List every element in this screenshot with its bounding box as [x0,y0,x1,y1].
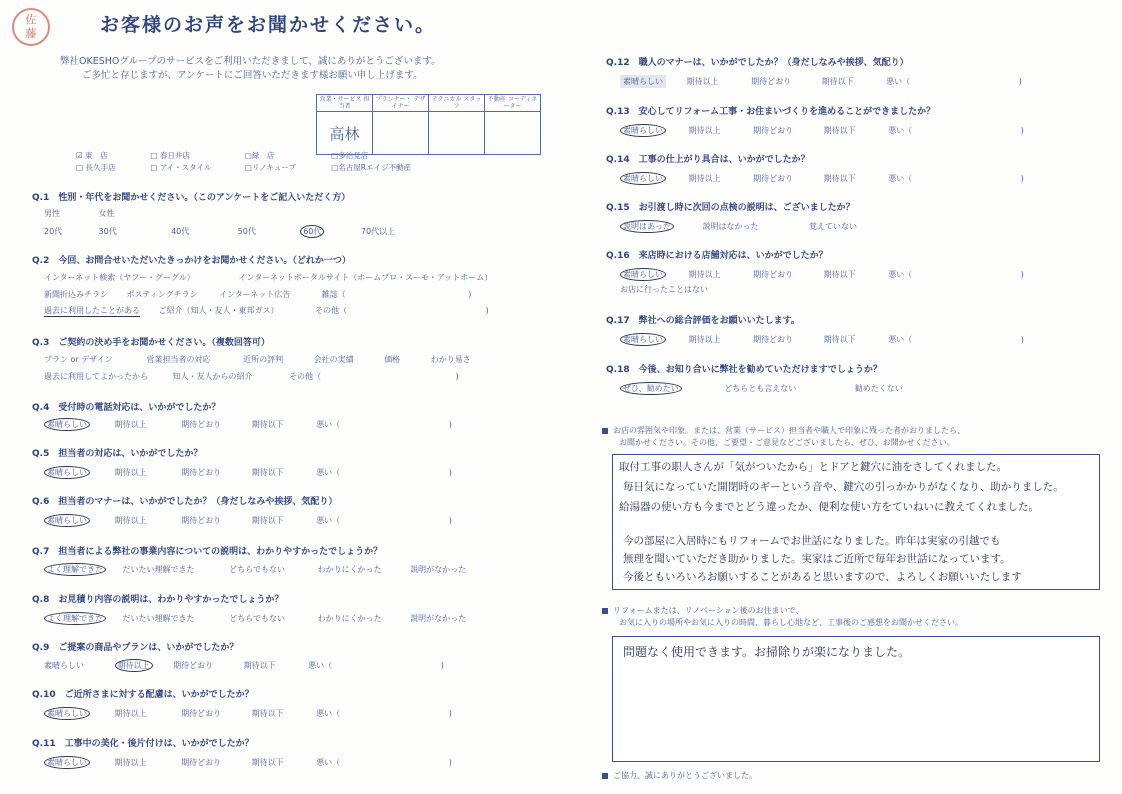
rating-excellent[interactable]: 素晴らしい [44,756,90,769]
understand-mostly[interactable]: だいたい理解できた [122,565,195,574]
q17-rating-options [620,333,1024,346]
q2-option[interactable]: その他（ [315,306,348,315]
rating-bad[interactable]: 悪い（ [316,420,341,429]
rating-bad[interactable]: 悪い（ [886,77,911,86]
staff-header: 不動産 コーディネーター [485,95,541,112]
question-17: Q.17 弊社への総合評価をお願いいたします。 [606,316,800,326]
comment1-line: 今の部屋に入居時にもリフォームでお世話になりました。昨年は実家の引越でも [623,535,1001,547]
rating-excellent[interactable]: 素晴らしい [620,268,666,281]
rating-above[interactable]: 期待以上 [114,468,147,477]
rating-above[interactable]: 期待以上 [114,420,147,429]
rating-expected[interactable]: 期待どおり [181,709,222,718]
q3-options-row2 [44,371,459,382]
store-option[interactable]: □ アイ・スタイル [150,163,212,172]
rating-below[interactable]: 期待以下 [251,420,284,429]
rating-bad[interactable]: 悪い（ [888,335,913,344]
question-5: Q.5 担当者の対応は、いかがでしたか？ [32,449,203,459]
q11-rating-options [44,756,452,769]
explained-unsure[interactable]: 覚えていない [809,222,858,231]
q2-options-row2 [44,289,471,300]
staff-realestate-name[interactable] [485,112,541,155]
rating-expected[interactable]: 期待どおり [753,126,794,135]
rating-above[interactable]: 期待以上 [115,659,153,672]
comment1-line: 毎日気になっていた開閉時のギーという音や、鍵穴の引っかかりがなくなり、助かりました。 [623,481,1064,493]
rating-above[interactable]: 期待以上 [114,516,147,525]
q3-option[interactable]: わかり易さ [430,355,471,364]
bullet-square-icon [602,773,608,779]
rating-expected[interactable]: 期待どおり [181,420,222,429]
rating-below[interactable]: 期待以下 [251,516,284,525]
staff-header: テクニカル スタッフ [429,95,485,112]
comment1-line: 今後ともいろいろお願いすることがあると思いますので、よろしくお願いいたします [623,571,1022,583]
rating-below[interactable]: 期待以下 [243,661,276,670]
q3-option[interactable]: 近所の評判 [243,355,284,364]
q3-options-row1 [44,354,471,365]
bullet-square-icon [602,608,608,614]
rating-expected[interactable]: 期待どおり [173,661,214,670]
recommend-yes[interactable]: ぜひ、勧めたい [620,382,682,395]
q3-option[interactable]: その他（ [289,372,322,381]
rating-excellent[interactable]: 素晴らしい [44,514,90,527]
rating-below[interactable]: 期待以下 [251,709,284,718]
rating-excellent[interactable]: 素晴らしい [44,466,90,479]
rating-above[interactable]: 期待以上 [688,335,721,344]
q2-option[interactable]: インターネットポータルサイト（ホームプロ・スーモ・アットホーム） [238,273,493,282]
recommend-neutral[interactable]: どちらとも言えない [724,384,797,393]
rating-below[interactable]: 期待以下 [823,126,856,135]
q1-option[interactable]: 50代 [237,227,256,236]
understand-poor[interactable]: わかりにくかった [317,565,382,574]
rating-close-paren: ) [448,420,452,429]
question-15: Q.15 お引渡し時に次回の点検の説明は、ございましたか？ [606,203,855,213]
rating-above[interactable]: 期待以上 [688,174,721,183]
rating-above[interactable]: 期待以上 [688,126,721,135]
question-14: Q.14 工事の仕上がり具合は、いかがでしたか？ [606,155,810,165]
footer [602,770,757,782]
q15-options [620,220,857,233]
q3-option-selected[interactable]: 過去に利用してよかったから [44,372,148,381]
q2-option[interactable]: ポスティングチラシ [126,290,198,299]
rating-bad[interactable]: 悪い（ [308,661,333,670]
q2-close-paren: ) [468,290,472,299]
rating-excellent[interactable]: 素晴らしい [44,661,84,670]
q1-option[interactable]: 20代 [44,227,63,236]
understand-neutral[interactable]: どちらでもない [229,565,286,574]
rating-below[interactable]: 期待以下 [251,468,284,477]
rating-below[interactable]: 期待以下 [251,758,284,767]
rating-bad[interactable]: 悪い（ [888,174,913,183]
store-option[interactable]: □緑 店 [244,151,275,160]
comment2-prompt-line2: お気に入りの場所やお気に入りの時間、暮らし心地など、工事後のご感想をお聞かせください。 [619,618,963,627]
q13-rating-options [620,124,1024,137]
comment2-textarea[interactable] [612,636,1100,762]
intro-line-1: 弊社OKESHOグループのサービスをご利用いただきまして、誠にありがとうございます。 [60,56,441,67]
rating-expected[interactable]: 期待どおり [181,758,222,767]
understand-well[interactable]: よく理解できた [44,612,106,625]
q2-option[interactable]: 雑誌（ [321,290,346,299]
rating-bad[interactable]: 悪い（ [888,270,913,279]
comment2-prompt [602,605,963,629]
seal-stamp: 佐 藤 [12,8,50,46]
comment1-prompt-line1: お店の雰囲気や印象。または、営業（サービス）担当者や職人で印象に残った者がおりましたら、 [613,426,965,435]
q1-option[interactable]: 40代 [171,227,190,236]
question-3: Q.3 ご契約の決め手をお聞かせください。（複数回答可） [32,338,270,348]
rating-expected[interactable]: 期待どおり [753,174,794,183]
staff-sales-name[interactable]: 高林 [317,112,373,155]
q3-option[interactable]: 価格 [384,355,401,364]
q16-never-visited [620,284,708,295]
understand-poor[interactable]: わかりにくかった [317,614,382,623]
q8-options [44,612,466,625]
question-2: Q.2 今回、お問合せいただいたきっかけをお聞かせください。（どれか一つ） [32,256,351,266]
rating-expected[interactable]: 期待どおり [181,468,222,477]
question-7: Q.7 担当者による弊社の事業内容についての説明は、わかりやすかったでしょうか？ [32,547,383,557]
rating-bad[interactable]: 悪い（ [888,126,913,135]
bullet-square-icon [602,428,608,434]
rating-expected[interactable]: 期待どおり [753,270,794,279]
q2-close-paren: ) [485,306,489,315]
q1-option[interactable]: 30代 [98,227,117,236]
question-4: Q.4 受付時の電話対応は、いかがでしたか？ [32,403,221,413]
q1-option-selected[interactable]: 60代 [300,225,324,238]
q2-option[interactable]: 新聞折込みチラシ [44,290,108,299]
understand-neutral[interactable]: どちらでもない [229,614,286,623]
q1-option[interactable]: 女性 [98,209,115,218]
q2-option[interactable]: インターネット検索（ヤフー・グーグル） [44,273,195,282]
rating-below[interactable]: 期待以下 [823,335,856,344]
understand-none[interactable]: 説明がなかった [410,614,467,623]
q2-options-row1 [44,272,492,283]
q4-rating-options [44,418,452,431]
store-option[interactable]: □ 長久手店 [76,163,116,172]
rating-above[interactable]: 期待以上 [686,77,719,86]
comment2-prompt-line1: リフォームまたは、リノベーション後のお住まいで、 [613,606,804,615]
question-13: Q.13 安心してリフォーム工事・お住まいづくりを進めることができましたか？ [606,107,936,117]
rating-bad[interactable]: 悪い（ [316,709,341,718]
question-10: Q.10 ご近所さまに対する配慮は、いかがでしたか？ [32,690,254,700]
explained-yes[interactable]: 説明はあった [620,220,674,233]
rating-bad[interactable]: 悪い（ [316,468,341,477]
intro-text [60,55,441,83]
question-9: Q.9 ご提案の商品やプランは、いかがでしたか？ [32,643,239,653]
question-12: Q.12 職人のマナーは、いかがでしたか？（身だしなみや挨拶、気配り） [606,58,909,68]
comment1-line: 取付工事の职人さんが「気がついたから」とドアと鍵穴に油をさしてくれました。 [619,461,1008,473]
rating-excellent[interactable]: 素晴らしい [620,333,666,346]
comment1-prompt-line2: お聞かせください。その他、ご要望・ご意見などございましたら、ぜひ、お聞かせください。 [619,438,955,447]
rating-above[interactable]: 期待以上 [688,270,721,279]
q1-gender-options [44,208,115,219]
rating-excellent[interactable]: 素晴らしい [44,707,90,720]
rating-above[interactable]: 期待以上 [114,758,147,767]
q2-option-selected[interactable]: 過去に利用したことがある [44,306,140,315]
footer-text: ご協力、誠にありがとうございました。 [613,771,757,780]
intro-line-2: ご多忙と存じますが、アンケートにご回答いただきます様お願い申し上げます。 [82,70,423,81]
q3-option[interactable]: 会社の実績 [313,355,354,364]
rating-excellent[interactable]: 素晴らしい [620,124,666,137]
rating-below[interactable]: 期待以下 [821,77,854,86]
q2-option[interactable]: インターネット広告 [219,290,291,299]
rating-excellent[interactable]: 素晴らしい [620,172,666,185]
recommend-no[interactable]: 勧めたくない [854,384,903,393]
staff-technical-name[interactable] [429,112,485,155]
rating-close-paren: ) [1020,126,1024,135]
page-title: お客様のお声をお聞かせください。 [100,14,437,36]
rating-expected[interactable]: 期待どおり [751,77,792,86]
q1-age-options [44,225,395,238]
q9-rating-options [44,659,444,672]
understand-mostly[interactable]: だいたい理解できた [122,614,195,623]
rating-close-paren: ) [448,516,452,525]
staff-planner-name[interactable] [373,112,429,155]
q18-options [620,382,903,395]
question-18: Q.18 今後、お知り合いに弊社を勧めていただけますでしょうか？ [606,365,882,375]
q3-close-paren: ) [455,372,459,381]
comment1-line: 無理を聞いていただき助かりました。実家はご近所で毎年お世話になっています。 [623,553,1011,565]
q1-option[interactable]: 70代以上 [360,227,396,236]
store-checklist [76,150,419,174]
rating-excellent[interactable]: 素晴らしい [620,75,666,88]
comment1-textarea[interactable] [612,454,1100,590]
q3-option[interactable]: プラン or デザイン [44,355,113,364]
comment1-prompt [602,425,965,449]
store-option[interactable]: □ 春日井店 [150,151,190,160]
q3-option[interactable]: 知人・友人からの紹介 [172,372,253,381]
question-11: Q.11 工事中の美化・後片付けは、いかがでしたか？ [32,739,254,749]
rating-close-paren: ) [1020,174,1024,183]
q3-option[interactable]: 営業担当者の対応 [146,355,211,364]
q5-rating-options [44,466,452,479]
store-option[interactable]: ☑ 東 店 [76,151,108,160]
question-8: Q.8 お見積り内容の説明は、わかりやすかったでしょうか？ [32,595,284,605]
staff-table [316,94,541,155]
never-visited-option[interactable]: お店に行ったことはない [620,285,708,294]
rating-bad[interactable]: 悪い（ [316,758,341,767]
rating-close-paren: ) [1020,270,1024,279]
q12-rating-options [620,75,1022,88]
q1-option[interactable]: 男性 [44,209,60,218]
rating-close-paren: ) [1020,335,1024,344]
rating-above[interactable]: 期待以上 [114,709,147,718]
rating-excellent[interactable]: 素晴らしい [44,418,90,431]
understand-well[interactable]: よく理解できた [44,563,106,576]
q16-rating-options [620,268,1024,281]
q10-rating-options [44,707,452,720]
rating-close-paren: ) [1018,77,1022,86]
rating-below[interactable]: 期待以下 [823,270,856,279]
comment1-line: 給湯器の使い方も今までとどう違ったか、便利な使い方をていねいに教えてくれました。 [619,501,1039,513]
question-6: Q.6 担当者のマナーは、いかがでしたか？（身だしなみや挨拶、気配り） [32,497,338,507]
question-16: Q.16 来店時における店舗対応は、いかがでしたか？ [606,251,828,261]
store-option[interactable]: □名古屋Rエイジ不動産 [331,163,411,172]
staff-header: プランナー・ デザイナー [373,95,429,112]
understand-none[interactable]: 説明がなかった [410,565,467,574]
rating-close-paren: ) [440,661,444,670]
q2-option[interactable]: ご紹介（知人・友人・東邦ガス） [158,306,279,315]
staff-header: 営業・サービス 担当者 [317,95,373,112]
rating-close-paren: ) [448,468,452,477]
rating-expected[interactable]: 期待どおり [181,516,222,525]
store-option[interactable]: □多治見店 [331,151,369,160]
q14-rating-options [620,172,1024,185]
rating-close-paren: ) [448,709,452,718]
rating-expected[interactable]: 期待どおり [753,335,794,344]
rating-below[interactable]: 期待以下 [823,174,856,183]
rating-bad[interactable]: 悪い（ [316,516,341,525]
store-option[interactable]: □リノキューブ [244,163,296,172]
q7-options [44,563,466,576]
q2-options-row3 [44,305,489,317]
comment2-line: 問題なく使用できます。お掃除りが楽になりました。 [623,645,911,659]
rating-close-paren: ) [448,758,452,767]
explained-no[interactable]: 説明はなかった [702,222,759,231]
question-1: Q.1 性別・年代をお聞かせください。（このアンケートをご記入いただく方） [32,193,351,203]
q6-rating-options [44,514,452,527]
